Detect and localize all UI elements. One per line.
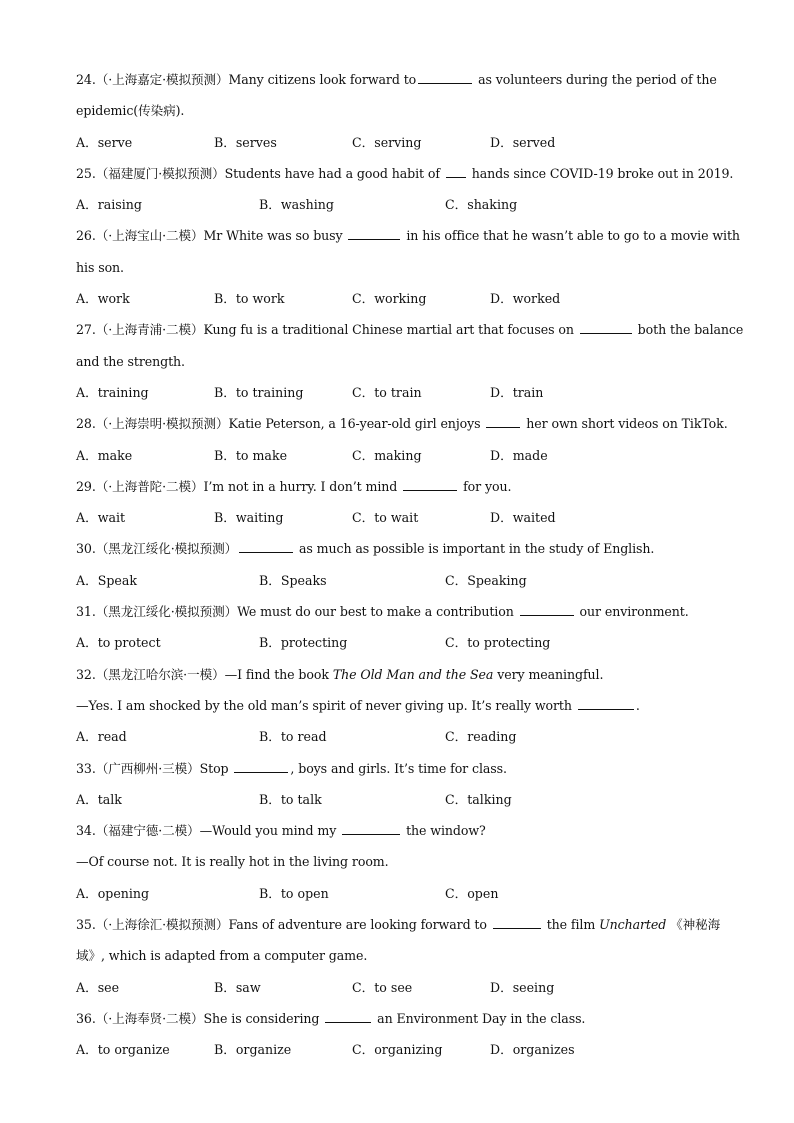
- question-34-stem-cont: —Of course not. It is really hot in the living room.: [76, 854, 389, 870]
- option-b[interactable]: B．saw: [214, 979, 261, 995]
- option-a[interactable]: A．to protect: [76, 635, 161, 651]
- option-b[interactable]: B．to talk: [259, 791, 322, 807]
- question-32-stem: 32.（黑龙江哈尔滨·一模）—I find the book The Old Man and the Sea very meaningful.: [76, 666, 604, 682]
- question-29-stem: 29.（·上海普陀·二模）I’m not in a hurry. I don’t mind for you.: [76, 478, 512, 494]
- option-c[interactable]: C．to train: [352, 384, 422, 400]
- film-title: Uncharted: [599, 917, 667, 933]
- question-30-options: [76, 565, 716, 596]
- option-c[interactable]: C．Speaking: [445, 572, 527, 588]
- question-35-options: [76, 972, 716, 1003]
- option-c[interactable]: C．open: [445, 885, 499, 901]
- question-33-options: [76, 784, 716, 815]
- option-d[interactable]: D．waited: [490, 510, 556, 526]
- option-a[interactable]: A．training: [76, 384, 149, 400]
- question-32-options: [76, 721, 716, 752]
- option-a[interactable]: A．Speak: [76, 572, 137, 588]
- question-24-stem-cont: epidemic(传染病).: [76, 103, 185, 119]
- option-a[interactable]: A．make: [76, 447, 133, 463]
- question-24-stem: 24.（·上海嘉定·模拟预测）Many citizens look forward to as volunteers during the period of the: [76, 72, 717, 87]
- option-c[interactable]: C．organizing: [352, 1042, 443, 1058]
- option-c[interactable]: C．to see: [352, 979, 413, 995]
- option-b[interactable]: B．waiting: [214, 510, 284, 526]
- question-36-stem: 36.（·上海奉贤·二模）She is considering an Environment Day in the class.: [76, 1010, 586, 1026]
- question-29-options: [76, 502, 716, 533]
- question-24-options: [76, 127, 716, 158]
- option-d[interactable]: D．train: [490, 384, 544, 400]
- question-28-options: [76, 440, 716, 471]
- question-34-stem: 34.（福建宁德·二模）—Would you mind my the window?: [76, 823, 486, 839]
- option-a[interactable]: A．see: [76, 979, 120, 995]
- question-26-options: [76, 283, 716, 314]
- option-b[interactable]: B．to work: [214, 291, 285, 307]
- option-a[interactable]: A．wait: [76, 510, 126, 526]
- question-30-stem: 30.（黑龙江绥化·模拟预测） as much as possible is important in the study of English.: [76, 541, 655, 557]
- option-b[interactable]: B．Speaks: [259, 572, 327, 588]
- option-b[interactable]: B．protecting: [259, 635, 348, 651]
- option-d[interactable]: D．served: [490, 134, 556, 150]
- answer-blank: [486, 415, 520, 428]
- answer-blank: [446, 165, 466, 178]
- option-a[interactable]: A．serve: [76, 134, 133, 150]
- answer-blank: [580, 321, 632, 334]
- option-a[interactable]: A．to organize: [76, 1042, 170, 1058]
- option-a[interactable]: A．talk: [76, 791, 122, 807]
- question-32-stem-cont: —Yes. I am shocked by the old man’s spirit of never giving up. It’s really worth .: [76, 697, 640, 713]
- question-31-stem: 31.（黑龙江绥化·模拟预测）We must do our best to make a contribution our environment.: [76, 604, 689, 620]
- option-d[interactable]: D．organizes: [490, 1042, 575, 1058]
- option-a[interactable]: A．work: [76, 291, 130, 307]
- answer-blank: [403, 478, 457, 491]
- answer-blank: [348, 227, 400, 240]
- option-c[interactable]: C．shaking: [445, 197, 518, 213]
- option-c[interactable]: C．making: [352, 447, 422, 463]
- book-title: The Old Man and the Sea: [332, 666, 494, 682]
- option-c[interactable]: C．to wait: [352, 510, 419, 526]
- answer-blank: [239, 540, 293, 553]
- option-b[interactable]: B．to read: [259, 729, 327, 745]
- option-b[interactable]: B．to training: [214, 384, 304, 400]
- answer-blank: [325, 1010, 371, 1023]
- option-a[interactable]: A．opening: [76, 885, 150, 901]
- answer-blank: [520, 603, 574, 616]
- option-c[interactable]: C．talking: [445, 791, 512, 807]
- option-b[interactable]: B．to make: [214, 447, 288, 463]
- option-d[interactable]: D．made: [490, 447, 548, 463]
- option-c[interactable]: C．reading: [445, 729, 517, 745]
- option-d[interactable]: D．seeing: [490, 979, 555, 995]
- question-25-options: [76, 189, 716, 220]
- question-list: [76, 64, 744, 1066]
- question-34-options: [76, 878, 716, 909]
- question-26-stem: 26.（·上海宝山·二模）Mr White was so busy in his office that he wasn’t able to go to a movie with: [76, 228, 740, 244]
- question-26-stem-cont: his son.: [76, 259, 124, 275]
- question-27-options: [76, 377, 716, 408]
- option-b[interactable]: B．washing: [259, 197, 334, 213]
- option-b[interactable]: B．organize: [214, 1042, 292, 1058]
- answer-blank: [578, 697, 634, 710]
- question-36-options: [76, 1034, 716, 1065]
- question-28-stem: 28.（·上海崇明·模拟预测）Katie Peterson, a 16-year-old girl enjoys her own short videos on TikTok.: [76, 416, 728, 432]
- question-27-stem-cont: and the strength.: [76, 353, 185, 369]
- answer-blank: [342, 822, 400, 835]
- answer-blank: [418, 71, 472, 84]
- option-c[interactable]: C．to protecting: [445, 635, 551, 651]
- option-d[interactable]: D．worked: [490, 291, 561, 307]
- answer-blank: [234, 760, 288, 773]
- question-35-stem: 35.（·上海徐汇·模拟预测）Fans of adventure are looking forward to the film Uncharted 《神秘海: [76, 917, 721, 933]
- option-c[interactable]: C．serving: [352, 134, 422, 150]
- option-b[interactable]: B．serves: [214, 134, 277, 150]
- question-35-stem-cont: 域》, which is adapted from a computer game.: [76, 948, 368, 964]
- question-27-stem: 27.（·上海青浦·二模）Kung fu is a traditional Chinese martial art that focuses on both the balance: [76, 322, 744, 338]
- option-a[interactable]: A．raising: [76, 197, 142, 213]
- question-25-stem: 25.（福建厦门·模拟预测）Students have had a good habit of hands since COVID-19 broke out in 2019.: [76, 165, 734, 181]
- question-31-options: [76, 627, 716, 658]
- option-c[interactable]: C．working: [352, 291, 427, 307]
- option-a[interactable]: A．read: [76, 729, 127, 745]
- question-33-stem: 33.（广西柳州·三模）Stop , boys and girls. It’s time for class.: [76, 760, 507, 776]
- answer-blank: [493, 916, 541, 929]
- option-b[interactable]: B．to open: [259, 885, 329, 901]
